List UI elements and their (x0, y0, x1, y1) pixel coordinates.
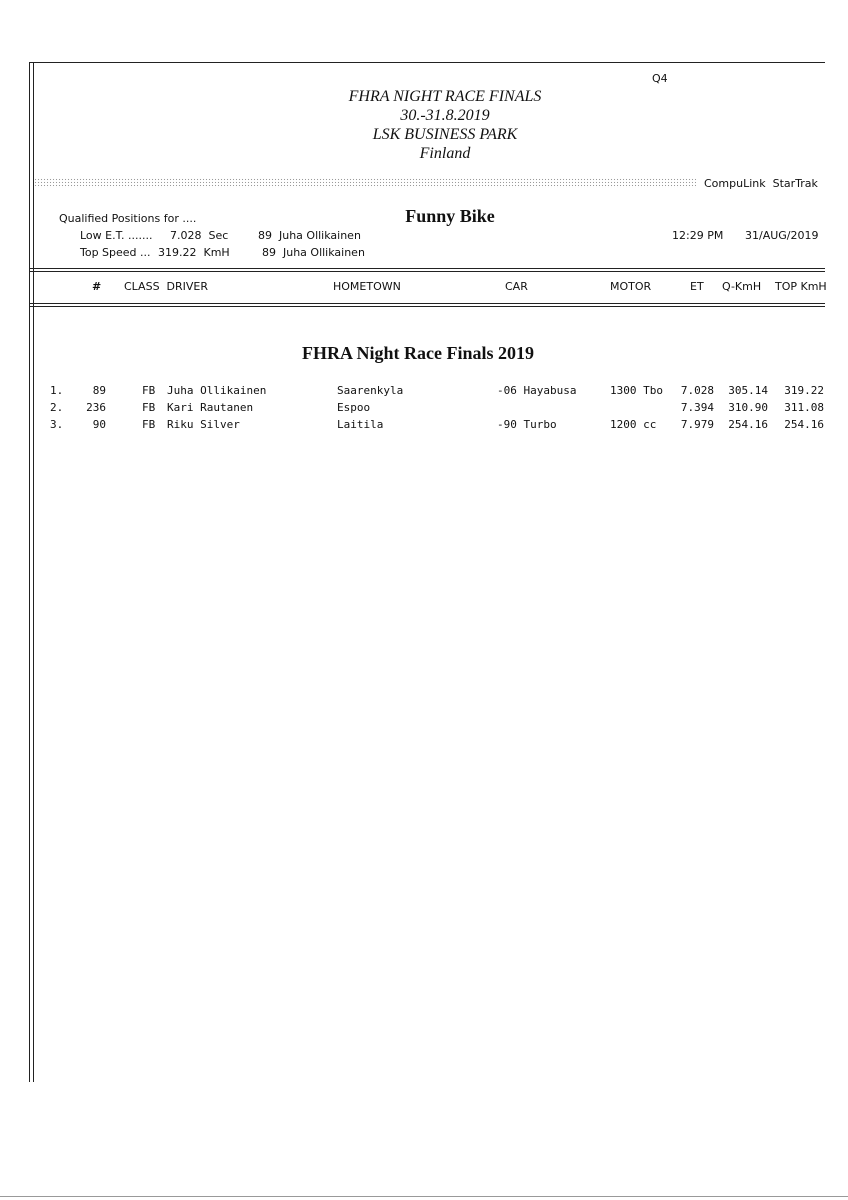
col-header-et: ET (690, 280, 704, 293)
row-1-topkmh: 319.22 (784, 384, 824, 397)
row-2-et: 7.394 (680, 401, 714, 414)
row-3-class: FB (142, 418, 156, 431)
event-venue: LSK BUSINESS PARK (372, 126, 518, 143)
left-border-outer (29, 62, 30, 1082)
event-country: Finland (419, 145, 471, 162)
row-3-car: -90 Turbo (497, 418, 557, 431)
row-1-num: 89 (92, 384, 106, 397)
divider-1 (29, 268, 825, 269)
qualified-label: Qualified Positions for .... (59, 212, 197, 225)
event-header (300, 87, 590, 163)
col-header-motor: MOTOR (610, 280, 652, 293)
left-border-inner (33, 62, 34, 1082)
row-1-class: FB (142, 384, 156, 397)
row-2-topkmh: 311.08 (784, 401, 824, 414)
divider-3 (29, 303, 825, 304)
row-3-pos: 3. (50, 418, 64, 431)
row-1-motor: 1300 Tbo (610, 384, 663, 397)
col-header-class-driver: CLASS DRIVER (124, 280, 209, 293)
bottom-line (0, 1196, 848, 1197)
event-title: FHRA NIGHT RACE FINALS (348, 88, 542, 105)
low-et-value: 7.028 Sec (170, 229, 229, 242)
top-speed-value: 319.22 KmH (158, 246, 230, 259)
low-et-label: Low E.T. ....... (80, 229, 153, 242)
row-1-driver: Juha Ollikainen (167, 384, 267, 397)
col-header-topkmh: TOP KmH (775, 280, 827, 293)
row-2-num: 236 (86, 401, 106, 414)
row-1-hometown: Saarenkyla (337, 384, 404, 397)
row-2-pos: 2. (50, 401, 64, 414)
row-3-et: 7.979 (680, 418, 714, 431)
top-speed-label: Top Speed ... (80, 246, 151, 259)
category-title: Funny Bike (405, 206, 495, 226)
divider-2 (29, 271, 825, 272)
row-3-topkmh: 254.16 (784, 418, 824, 431)
software-label: CompuLink StarTrak (704, 177, 818, 190)
top-speed-driver: 89 Juha Ollikainen (262, 246, 365, 259)
divider-4 (29, 306, 825, 307)
row-1-qkmh: 305.14 (728, 384, 768, 397)
row-2-driver: Kari Rautanen (167, 401, 254, 414)
row-1-et: 7.028 (680, 384, 714, 397)
row-3-driver: Riku Silver (167, 418, 240, 431)
event-dates: 30.-31.8.2019 (400, 107, 490, 124)
row-3-motor: 1200 cc (610, 418, 657, 431)
row-1-car: -06 Hayabusa (497, 384, 577, 397)
row-2-class: FB (142, 401, 156, 414)
row-1-pos: 1. (50, 384, 64, 397)
row-3-qkmh: 254.16 (728, 418, 768, 431)
row-2-qkmh: 310.90 (728, 401, 768, 414)
row-3-num: 90 (92, 418, 106, 431)
page-code: Q4 (652, 72, 668, 85)
col-header-hometown: HOMETOWN (333, 280, 401, 293)
dotted-band (34, 178, 696, 188)
results-title: FHRA Night Race Finals 2019 (302, 343, 534, 363)
row-3-hometown: Laitila (337, 418, 384, 431)
col-header-qkmh: Q-KmH (722, 280, 762, 293)
col-header-num: # (92, 280, 102, 293)
report-time: 12:29 PM (672, 229, 724, 242)
top-border (29, 62, 825, 63)
col-header-car: CAR (505, 280, 528, 293)
row-2-hometown: Espoo (337, 401, 371, 414)
report-date: 31/AUG/2019 (745, 229, 819, 242)
low-et-driver: 89 Juha Ollikainen (258, 229, 361, 242)
